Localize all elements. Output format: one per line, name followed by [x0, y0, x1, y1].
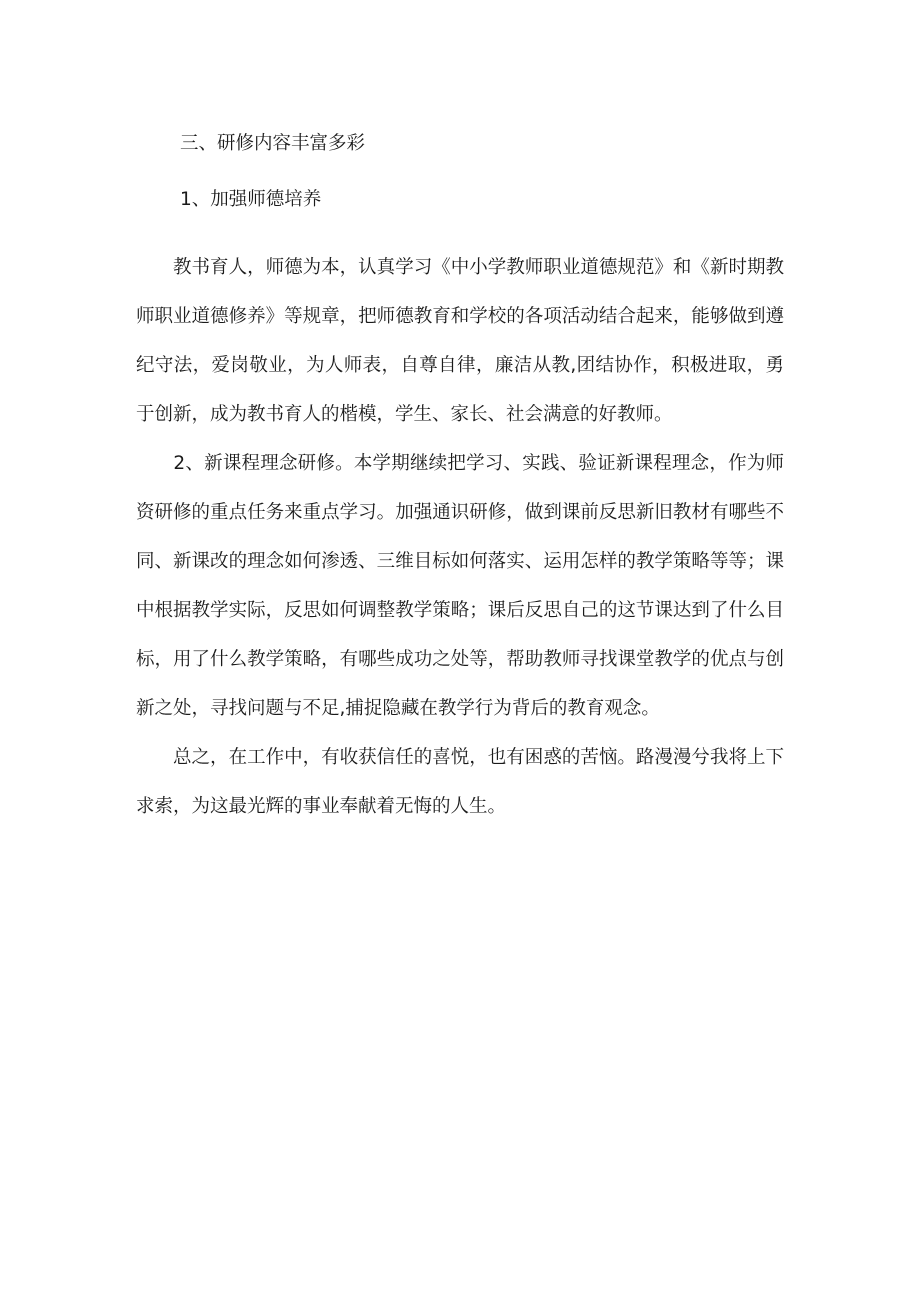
para3-line-1: 总之，在工作中，有收获信任的喜悦，也有困惑的苦恼。路漫漫兮我将上下: [136, 747, 784, 768]
para2-line-6: 新之处，寻找问题与不足,捕捉隐藏在教学行为背后的教育观念。: [136, 698, 660, 719]
para1-line-4: 于创新，成为教书育人的楷模，学生、家长、社会满意的好教师。: [136, 404, 673, 425]
para1-line-2: 师职业道德修养》等规章，把师德教育和学校的各项活动结合起来，能够做到遵: [136, 306, 784, 327]
para2-line-1: 2、新课程理念研修。本学期继续把学习、实践、验证新课程理念，作为师: [136, 453, 784, 474]
para3-line-2: 求索，为这最光辉的事业奉献着无悔的人生。: [136, 796, 507, 817]
item1-heading: 1、加强师德培养: [180, 189, 322, 210]
para1-line-1: 教书育人，师德为本，认真学习《中小学教师职业道德规范》和《新时期教: [136, 257, 784, 278]
para1-line-3: 纪守法，爱岗敬业，为人师表，自尊自律，廉洁从教,团结协作，积极进取，勇: [136, 355, 784, 376]
para2-line-5: 标，用了什么教学策略，有哪些成功之处等，帮助教师寻找课堂教学的优点与创: [136, 649, 784, 670]
para2-line-3: 同、新课改的理念如何渗透、三维目标如何落实、运用怎样的教学策略等等；课: [136, 551, 784, 572]
para2-line-2: 资研修的重点任务来重点学习。加强通识研修，做到课前反思新旧教材有哪些不: [136, 502, 784, 523]
section-heading: 三、研修内容丰富多彩: [180, 133, 366, 154]
para2-line-4: 中根据教学实际，反思如何调整教学策略；课后反思自己的这节课达到了什么目: [136, 600, 784, 621]
